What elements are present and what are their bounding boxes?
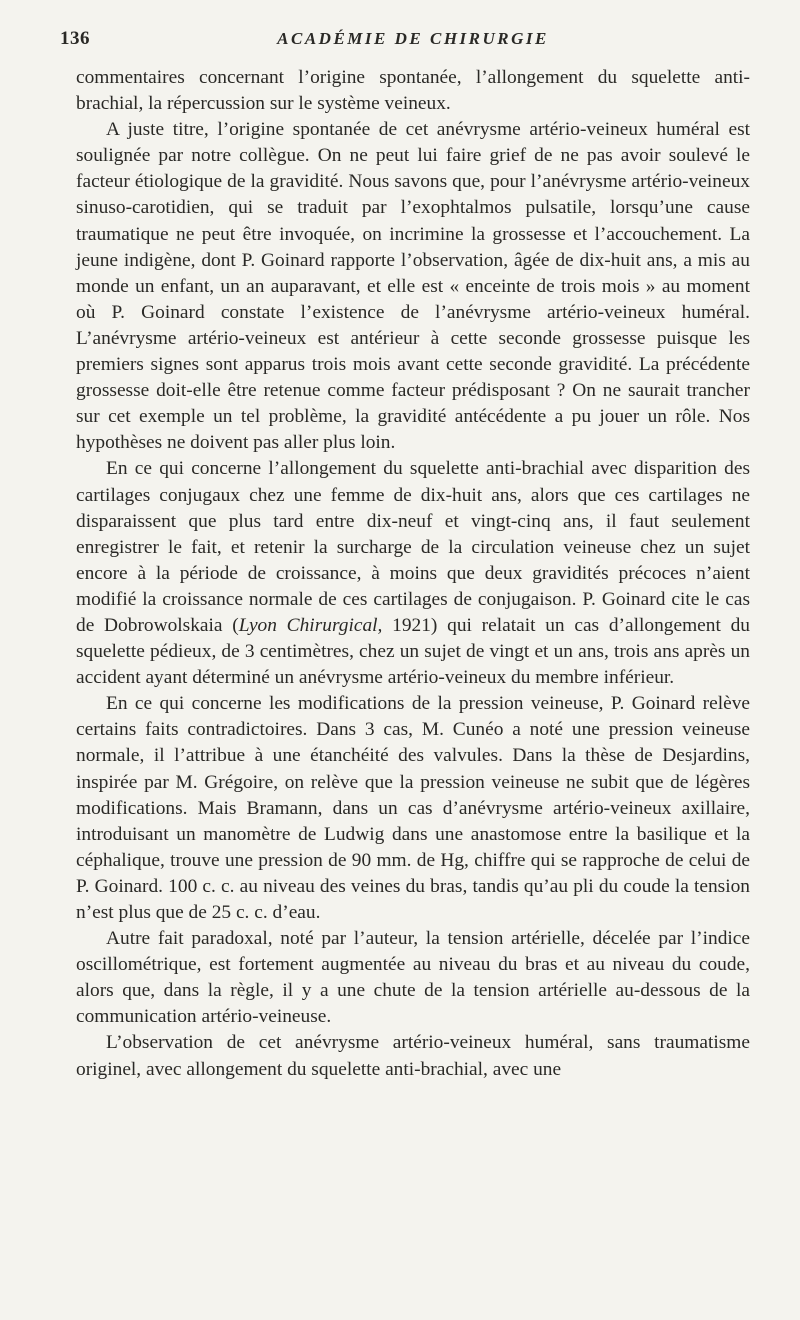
paragraph-skeleton-text-start: En ce qui concerne l’allongement du squelette anti-brachial avec disparition des cartilages conjugaux chez une femme de dix-huit ans, alors que ces cartilages ne disparaissent que plus tard entre dix-neuf et vingt-cinq ans, il faut seulement enregistrer le fait, et retenir la surcharge de la circulation veineuse chez un sujet encore à la période de croissance, à moins que deux gravidités précoces n’aient modifié la croissance normale de ces cartilages de conjugaison. P. Goinard cite le cas de Dobrowolskaia ( [76,458,750,636]
page-number: 136 [60,28,90,49]
paragraph-observation: L’observation de cet anévrysme artério-veineux huméral, sans traumatisme originel, avec allongement du squelette anti-brachial, avec une [76,1032,750,1080]
journal-title: Lyon Chirurgical, [238,614,383,636]
paragraph-venous-pressure: En ce qui concerne les modifications de la pression veineuse, P. Goinard relève certains faits contradictoires. Dans 3 cas, M. Cunéo a noté une pression veineuse normale, il l’attribue à une étanchéité des valvules. Dans la thèse de Desjardins, inspirée par M. Grégoire, on relève que la pression veineuse ne subit que de légères modifications. Mais Bramann, dans un cas d’anévrysme artério-veineux axillaire, introduisant un manomètre de Ludwig dans une anastomose entre la basilique et la céphalique, trouve une pression de 90 mm. de Hg, chiffre qui se rapproche de celui de P. Goinard. 100 c. c. au niveau des veines du bras, tandis qu’au pli du coude la tension n’est plus que de 25 c. c. d’eau. [76,693,750,923]
body-text [76,65,750,1083]
running-header [60,22,750,58]
paragraph-skeleton [76,456,750,691]
paragraph-continuation: commentaires concernant l’origine spontanée, l’allongement du squelette anti-brachial, la répercussion sur le système veineux. [76,67,750,115]
running-title: ACADÉMIE DE CHIRURGIE [277,29,549,48]
paragraph-etiology: A juste titre, l’origine spontanée de cet anévrysme artério-veineux huméral est soulignée par notre collègue. On ne peut lui faire grief de ne pas avoir soulevé le facteur étiologique de la gravidité. Nous savons que, pour l’anévrysme artério-veineux sinuso-carotidien, qui se traduit par l’exophtalmos pulsatile, lorsqu’une cause traumatique ne peut être invoquée, on incrimine la grossesse et l’accouchement. La jeune indigène, dont P. Goinard rapporte l’observation, âgée de dix-huit ans, a mis au monde un enfant, un an auparavant, et elle est « enceinte de trois mois » au moment où P. Goinard constate l’existence de l’anévrysme artério-veineux huméral. L’anévrysme artério-veineux est antérieur à cette seconde grossesse puisque les premiers signes sont apparus trois mois avant cette seconde gravidité. La précédente grossesse doit-elle être retenue comme facteur prédisposant ? On ne saurait trancher sur cet exemple un tel problème, la gravidité antécédente a pu jouer un rôle. Nos hypothèses ne doivent pas aller plus loin. [76,119,750,454]
paragraph-skeleton-text-end: 1921) qui relatait un cas d’allongement du squelette pédieux, de 3 centimètres, chez un sujet de vingt et un ans, trois ans après un accident ayant déterminé un anévrysme artério-veineux du membre inférieur. [76,614,750,689]
document-page [60,22,750,1083]
paragraph-arterial-tension: Autre fait paradoxal, noté par l’auteur, la tension artérielle, décelée par l’indice oscillométrique, est fortement augmentée au niveau du bras et au niveau du coude, alors que, dans la règle, il y a une chute de la tension artérielle au-dessous de la communication artério-veineuse. [76,928,750,1028]
